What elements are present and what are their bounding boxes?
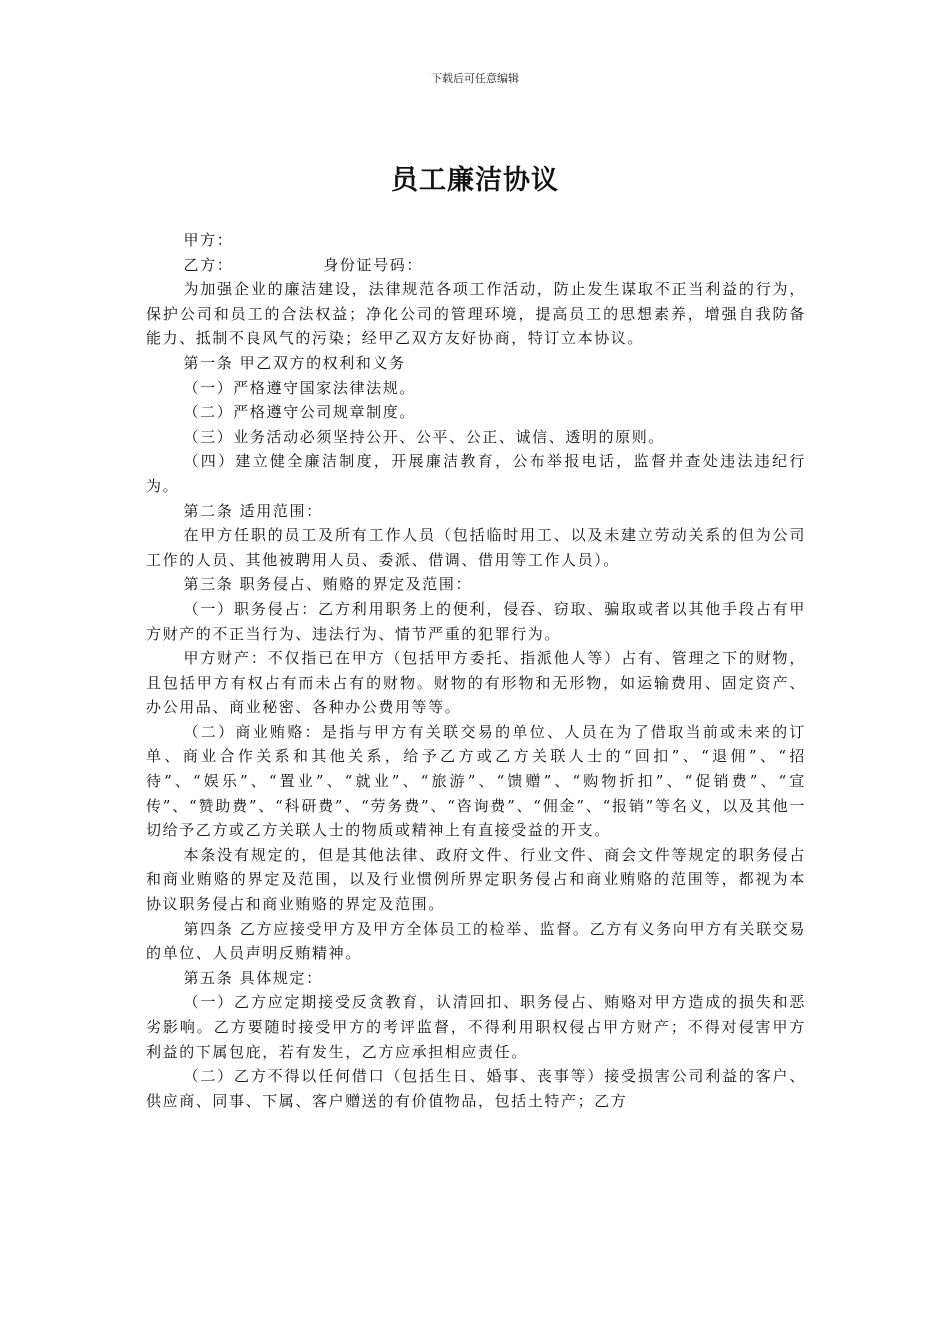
- paragraph: （一）乙方应定期接受反贪教育，认清回扣、职务侵占、贿赂对甲方造成的损失和恶劣影响。乙方要随时接受甲方的考评监督，不得利用职权侵占甲方财产；不得对侵害甲方利益的下属包庇，若有发生，乙方应承担相应责任。: [146, 993, 806, 1061]
- paragraph: 为加强企业的廉洁建设，法律规范各项工作活动，防止发生谋取不正当利益的行为，保护公司和员工的合法权益；净化公司的管理环境，提高员工的思想素养，增强自我防备能力、抵制不良风气的污染；经甲乙双方友好协商，特订立本协议。: [146, 280, 806, 348]
- article-heading: 第一条 甲乙双方的权利和义务: [183, 353, 406, 372]
- paragraph: 本条没有规定的，但是其他法律、政府文件、行业文件、商会文件等规定的职务侵占和商业贿赂的界定及范围，以及行业惯例所界定职务侵占和商业贿赂的范围等，都视为本协议职务侵占和商业贿赂的界定及范围。: [146, 845, 806, 914]
- paragraph: 在甲方任职的员工及所有工作人员（包括临时用工、以及未建立劳动关系的但为公司工作的人员、其他被聘用人员、委派、借调、借用等工作人员）。: [146, 526, 806, 569]
- paragraph: （二）商业贿赂：是指与甲方有关联交易的单位、人员在为了借取当前或未来的订单、商业合作关系和其他关系，给予乙方或乙方关联人士的“回扣”、“退佣”、“招待”、“娱乐”、“置业”、“就业”、“旅游”、“馈赠”、“购物折扣”、“促销费”、“宣传”、“赞助费”、“科研费”、“劳务费”、“咨询费”、“佣金”、“报销”等名义，以及其他一切给予乙方或乙方关联人士的物质或精神上有直接受益的开支。: [146, 722, 806, 840]
- paragraph: （三）业务活动必须坚持公开、公平、公正、诚信、透明的原则。: [183, 427, 665, 446]
- paragraph: （二）严格遵守公司规章制度。: [183, 403, 416, 422]
- paragraph: （四）建立健全廉洁制度，开展廉洁教育，公布举报电话，监督并查处违法违纪行为。: [146, 452, 806, 495]
- article-heading: 第三条 职务侵占、贿赂的界定及范围：: [183, 575, 473, 594]
- party-a-line: [146, 228, 806, 253]
- article-heading: 第二条 适用范围：: [183, 501, 323, 520]
- paragraph: （二）乙方不得以任何借口（包括生日、婚事、丧事等）接受损害公司利益的客户、供应商、同事、下属、客户赠送的有价值物品，包括土特产；乙方: [146, 1067, 806, 1110]
- paragraph: （一）职务侵占：乙方利用职务上的便利，侵吞、窃取、骗取或者以其他手段占有甲方财产的不正当行为、违法行为、情节严重的犯罪行为。: [146, 599, 806, 643]
- document-body: [146, 228, 806, 1113]
- paragraph: 甲方财产：不仅指已在甲方（包括甲方委托、指派他人等）占有、管理之下的财物，且包括甲方有权占有而未占有的财物。财物的有形物和无形物，如运输费用、固定资产、办公用品、商业秘密、各种办公费用等等。: [146, 649, 806, 717]
- party-a-label: 甲方：: [183, 231, 234, 249]
- header-note: 下载后可任意编辑: [431, 72, 519, 85]
- document-title: 员工廉洁协议: [391, 165, 559, 196]
- article-heading: 第四条 乙方应接受甲方及甲方全体员工的检举、监督。乙方有义务向甲方有关联交易的单位、人员声明反贿精神。: [146, 919, 806, 963]
- party-b-line: [146, 253, 806, 278]
- article-heading: 第五条 具体规定：: [183, 968, 323, 987]
- paragraph: （一）严格遵守国家法律法规。: [183, 378, 416, 397]
- id-number-label: 身份证号码：: [323, 255, 423, 274]
- party-b-label: 乙方：: [183, 255, 234, 274]
